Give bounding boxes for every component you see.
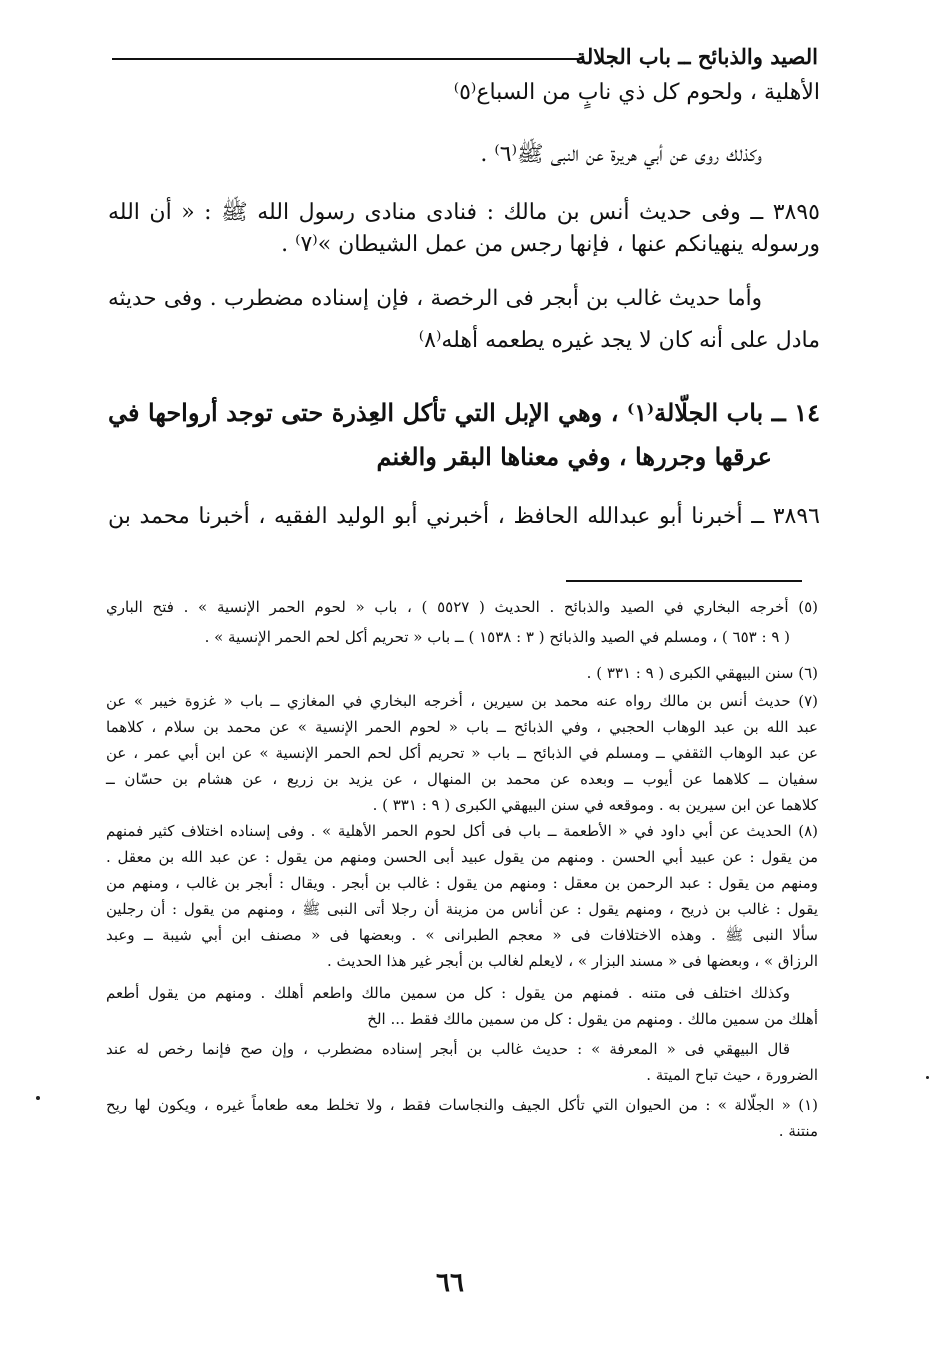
footnote-line: (٨) الحديث عن أبي داود في « الأطعمة ــ باب فى أكل لحوم الحمر الأهلية » . وفى إسناده اختلاف كثير فمنهم [106, 822, 818, 840]
footnote-line: ( ٩ : ٦٥٣ ) ، ومسلم في الصيد والذبائح ( ٣ : ١٥٣٨ ) ــ باب « تحريم أكل لحم الحمر الإنسية » . [204, 628, 790, 646]
footnote-line: كلاهما عن ابن سيرين به . وموقعه في سنن البيهقي الكبرى ( ٩ : ٣٣١ ) . [372, 796, 818, 814]
footnote-line: وكذلك اختلف فى متنه . فمنهم من يقول : كل من سمين مالك واطعم أهلك . ومنهم من يقول أطعم [106, 984, 790, 1002]
hadith-3895-line: ٣٨٩٥ ــ وفى حديث أنس بن مالك : فنادى منادى رسول الله ﷺ : « أن الله [108, 200, 820, 225]
chapter-heading-cont: عرقها وجررها ، وفي معناها البقر والغنم [376, 442, 772, 471]
body-line: وكذلك روى عن أبي هريرة عن النبى ﷺ⁽٦⁾ . [480, 142, 762, 167]
body-line: ورسوله ينهيانكم عنها ، فإنها رجس من عمل الشيطان »⁽٧⁾ . [281, 232, 820, 257]
footnote-line: سألا النبى ﷺ . وهذه الاختلافات فى « معجم الطبرانى » . وبعضها فى « مصنف ابن أبي شيبة ــ وعبد [106, 926, 818, 944]
footnote-line: يقول : غالب بن ذريح ، ومنهم يقول : عن أناس من مزينة أن رجلا أتى النبى ﷺ ، ومنهم من يقول : أن رجلين [106, 900, 818, 918]
chapter-heading: ١٤ ــ باب الجلّالة⁽١⁾ ، وهي الإبل التي تأكل العِذرة حتى توجد أرواحها في [108, 398, 820, 427]
footnote-line: الرزاق » ، وبعضها فى « مسند البزار » ، لايعلم لغالب بن أبجر غير هذا الحديث . [327, 952, 818, 970]
footnote-line: (٧) حديث أنس بن مالك رواه عنه محمد بن سيرين ، أخرجه البخاري في المغازي ــ باب « غزوة خيبر » عن [106, 692, 818, 710]
footnote-separator [566, 580, 802, 582]
scan-speck [36, 1096, 40, 1100]
footnote-line: منتنة . [778, 1122, 818, 1140]
body-line: وأما حديث غالب بن أبجر فى الرخصة ، فإن إسناده مضطرب . وفى حديثه [108, 286, 762, 311]
header-title: الصيد والذبائح ــ باب الجلالة [575, 44, 818, 69]
footnote-line: الضرورة ، حيث تباح الميتة . [646, 1066, 818, 1084]
footnote-line: عن عبد الوهاب الثقفي ــ ومسلم في الذبائح ــ باب « تحريم أكل لحم الحمر الإنسية » عن ابن أبي عمر ، عن [106, 744, 818, 762]
hadith-3896-line: ٣٨٩٦ ــ أخبرنا أبو عبدالله الحافظ ، أخبرني أبو الوليد الفقيه ، أخبرنا محمد بن [108, 504, 820, 529]
footnote-line: قال البيهقي فى « المعرفة » : حديث غالب بن أبجر إسناده مضطرب ، وإن صح فإنما رخص له عند [106, 1040, 790, 1058]
footnote-line: ومنهم من يقول : عبد الرحمن بن معقل : ومنهم من يقول : غالب بن أبجر . ويقال : أبجر بن غالب ، ومنهم من [106, 874, 818, 892]
footnote-line: عبد الله بن عبد الوهاب الحجبي ، وفي الذبائح ــ باب « لحوم الحمر الإنسية » عن محمد بن سلام ، كلاهما [106, 718, 818, 736]
header-rule [112, 58, 584, 60]
footnote-line: أهلك من سمين مالك . ومنهم من يقول : كل من سمين مالك فقط ... الخ [367, 1010, 818, 1028]
footnote-line: من يقول : عن عبيد أبي الحسن . ومنهم من يقول عبيد أبى الحسن ومنهم من يقول : عن عبد الله بن معقل . [106, 848, 818, 866]
footnote-line: (٦) سنن البيهقي الكبرى ( ٩ : ٣٣١ ) . [586, 664, 818, 682]
footnote-line: سفيان ــ كلاهما عن أيوب ــ وبعده عن محمد بن المنهال ، عن يزيد بن زريع ، عن هشام بن حسّان ــ [106, 770, 818, 788]
footnote-line: (١) « الجلّالة » : من الحيوان التي تأكل الجيف والنجاسات فقط ، ولا تخلط معه طعاماً غيره ، ويكون لها ريح [106, 1096, 818, 1114]
scan-speck [926, 1076, 929, 1079]
page-number: ٦٦ [436, 1268, 464, 1298]
footnote-line: (٥) أخرجه البخاري في الصيد والذبائح . الحديث ( ٥٥٢٧ ) ، باب « لحوم الحمر الإنسية » . فتح الباري [106, 598, 818, 616]
running-header [112, 44, 818, 74]
body-line: مادل على أنه كان لا يجد غيره يطعمه أهله⁽٨⁾ [418, 328, 820, 353]
body-line: الأهلية ، ولحوم كل ذي نابٍ من السباع⁽٥⁾ [453, 80, 820, 105]
